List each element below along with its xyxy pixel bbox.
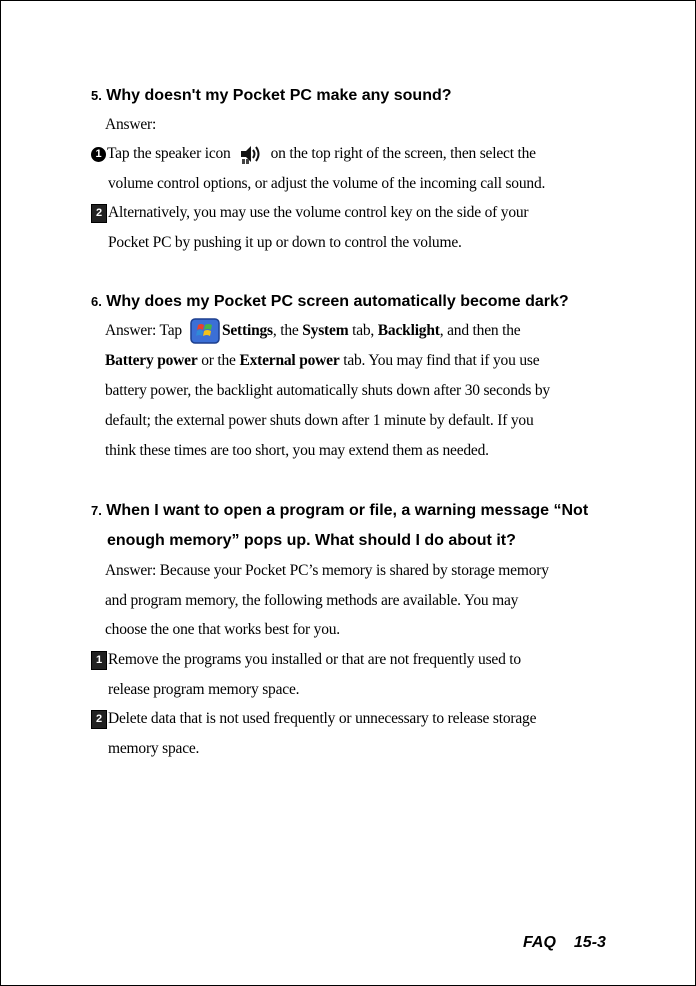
question-number: 5. <box>91 88 102 103</box>
q7-step-1-line-2: release program memory space. <box>108 681 300 698</box>
q5-step-1-line-1: 1 Tap the speaker icon on the top right of the screen, then select the <box>91 139 536 169</box>
q6-answer-line-1: Answer: Tap Settings, the System tab, Backlight, and then the <box>105 316 520 346</box>
q5-step-2-line-1: 2 Alternatively, you may use the volume control key on the side of your <box>91 198 528 228</box>
question-text: Why does my Pocket PC screen automatically become dark? <box>106 293 569 310</box>
question-5-heading <box>91 81 452 111</box>
q6-answer-line-2: Battery power or the External power tab. You may find that if you use <box>105 352 540 369</box>
q7-answer-line-3: choose the one that works best for you. <box>105 621 340 638</box>
q5-step-2-line-2: Pocket PC by pushing it up or down to control the volume. <box>108 234 462 251</box>
q7-step-2-line-2: memory space. <box>108 740 200 757</box>
step-1-marker: 1 <box>91 651 107 670</box>
answer-label: Answer: <box>105 116 157 133</box>
step-2-marker: 2 <box>91 204 107 223</box>
question-6-heading <box>91 287 569 317</box>
page-footer <box>523 934 606 952</box>
q6-answer-line-3: battery power, the backlight automatically shuts down after 30 seconds by <box>105 382 550 399</box>
question-number: 6. <box>91 294 102 309</box>
footer-section: FAQ <box>523 934 556 951</box>
windows-start-icon <box>190 318 220 344</box>
q6-answer-line-5: think these times are too short, you may extend them as needed. <box>105 442 489 459</box>
q7-answer-line-2: and program memory, the following methods are available. You may <box>105 592 519 609</box>
q7-step-1-line-1: 1 Remove the programs you installed or that are not frequently used to <box>91 645 521 675</box>
question-number: 7. <box>91 503 102 518</box>
step-1-marker: 1 <box>91 147 106 162</box>
q7-step-2-line-1: 2 Delete data that is not used frequently or unnecessary to release storage <box>91 704 536 734</box>
q7-answer-line-1: Answer: Because your Pocket PC’s memory is shared by storage memory <box>105 562 549 579</box>
q5-step-1-line-2: volume control options, or adjust the volume of the incoming call sound. <box>108 175 546 192</box>
speaker-icon <box>239 143 263 165</box>
question-7-heading-line-1 <box>91 496 588 526</box>
question-text: When I want to open a program or file, a warning message “Not <box>106 502 589 519</box>
question-7-heading-line-2: enough memory” pops up. What should I do about it? <box>107 532 516 549</box>
page-number: 15-3 <box>573 934 606 951</box>
q6-answer-line-4: default; the external power shuts down after 1 minute by default. If you <box>105 412 534 429</box>
question-text: Why doesn't my Pocket PC make any sound? <box>106 87 452 104</box>
step-2-marker: 2 <box>91 710 107 729</box>
